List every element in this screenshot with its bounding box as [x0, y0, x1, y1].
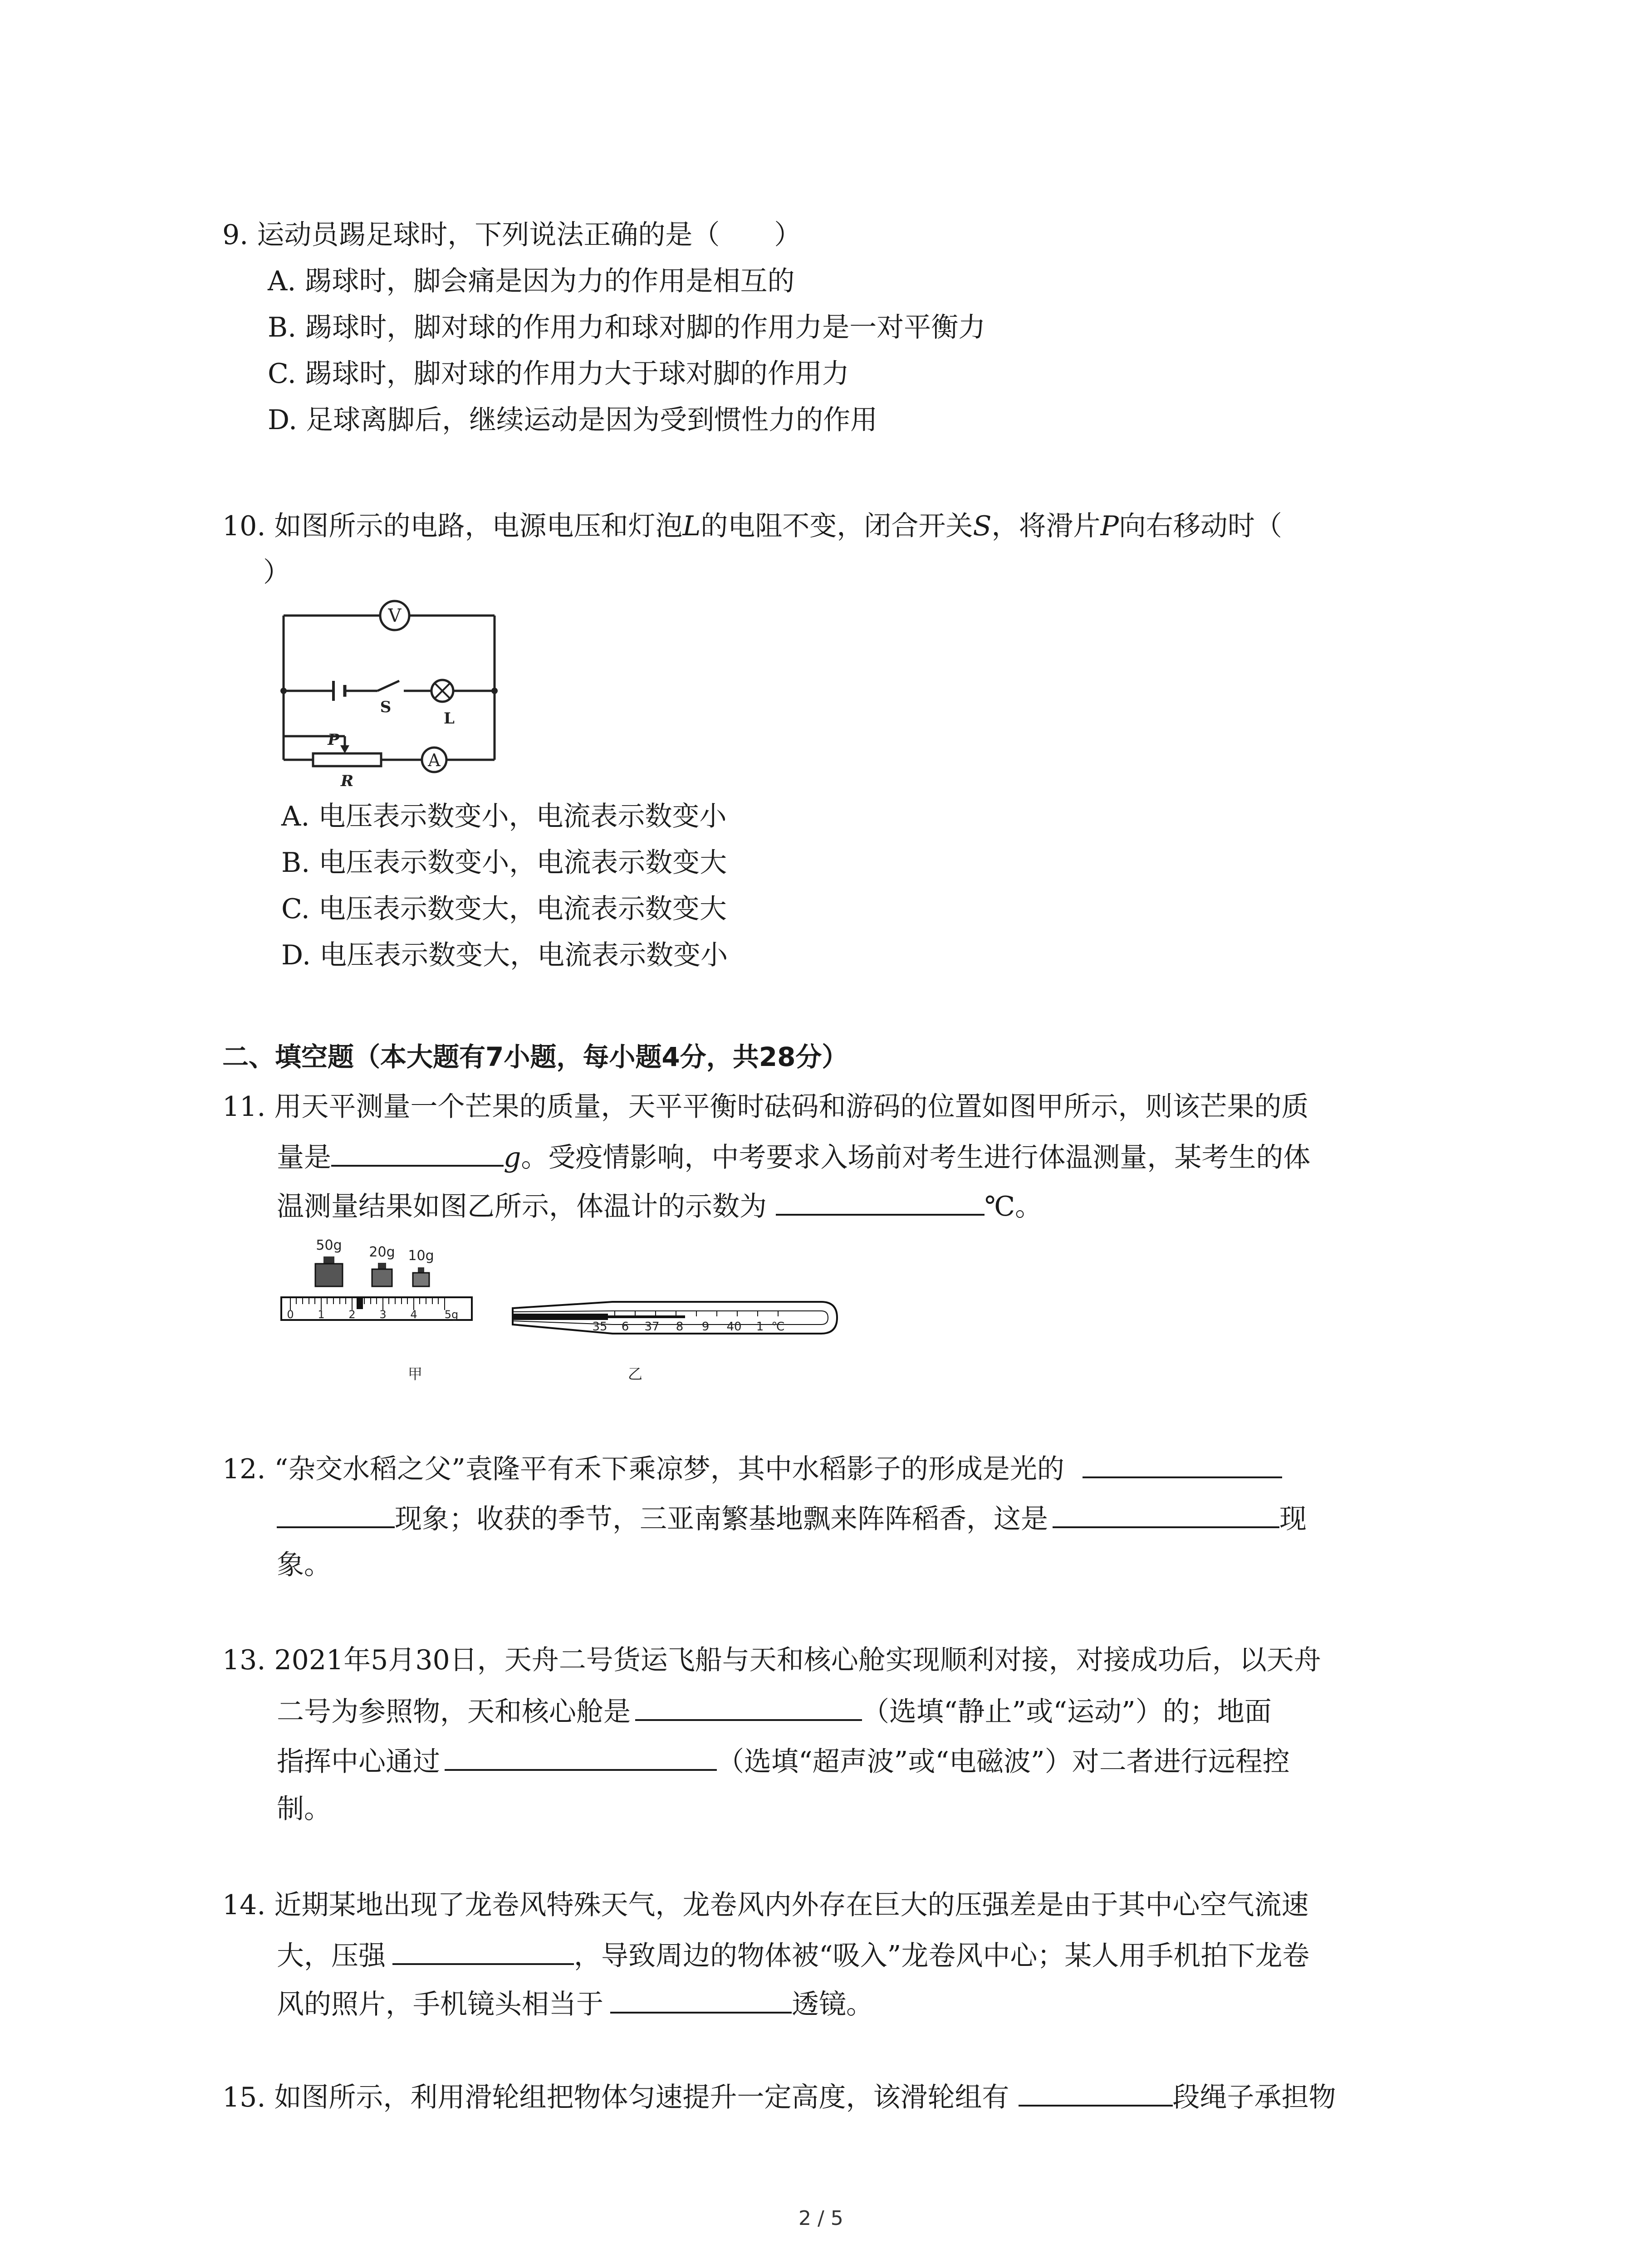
q14-line2: 大，压强 ，导致周边的物体被“吸入”龙卷风中心；某人用手机拍下龙卷	[277, 1936, 1309, 1974]
q12-blank-1b[interactable]	[277, 1499, 395, 1528]
svg-text:9: 9	[701, 1320, 710, 1334]
svg-text:2: 2	[348, 1308, 356, 1321]
q10-stem-close: ）	[263, 557, 290, 588]
svg-text:5g: 5g	[444, 1308, 459, 1321]
q13-line2: 二号为参照物，天和核心舱是 （选填“静止”或“运动”）的；地面	[277, 1692, 1272, 1730]
q11-line1: 11. 用天平测量一个芒果的质量，天平平衡时砝码和游码的位置如图甲所示，则该芒果的质	[222, 1091, 1309, 1123]
q12-line2: 现象；收获的季节，三亚南繁基地飘来阵阵稻香，这是 现	[277, 1499, 1307, 1537]
caption-jia: 甲	[407, 1365, 423, 1383]
svg-text:37: 37	[644, 1320, 660, 1334]
svg-text:6: 6	[621, 1320, 629, 1334]
slider-label: P	[328, 731, 339, 749]
svg-text:0: 0	[287, 1308, 294, 1321]
q10-option-d: D. 电压表示数变大，电流表示数变小	[281, 939, 728, 971]
q11-blank-temperature[interactable]	[776, 1187, 985, 1216]
balance-figure	[277, 1229, 481, 1388]
q9-option-b: B. 踢球时，脚对球的作用力和球对脚的作用力是一对平衡力	[268, 312, 986, 343]
q11-line2: 量是 g。受疫情影响，中考要求入场前对考生进行体温测量，某考生的体	[277, 1138, 1310, 1176]
svg-text:40: 40	[726, 1320, 742, 1334]
svg-text:35: 35	[592, 1320, 607, 1334]
svg-text:8: 8	[676, 1320, 684, 1334]
q15-blank-1[interactable]	[1019, 2077, 1173, 2107]
thermometer-bulb	[513, 1314, 608, 1320]
q14-blank-2[interactable]	[610, 1984, 792, 2014]
rider-icon	[357, 1297, 363, 1309]
voltmeter-label: V	[388, 606, 402, 626]
q10-option-a: A. 电压表示数变小，电流表示数变小	[281, 801, 727, 832]
q11-blank-mass[interactable]	[331, 1138, 504, 1167]
weight-50g-label: 50g	[316, 1237, 342, 1253]
q9-option-c: C. 踢球时，脚对球的作用力大于球对脚的作用力	[268, 358, 849, 390]
q12-line3: 象。	[277, 1549, 331, 1581]
page-number: 2 / 5	[798, 2207, 843, 2230]
weight-50g-icon	[315, 1256, 343, 1286]
slider-arrow-icon	[340, 745, 349, 753]
weight-10g-label: 10g	[408, 1248, 434, 1264]
q9-option-a: A. 踢球时，脚会痛是因为力的作用是相互的	[268, 265, 795, 297]
svg-text:1: 1	[756, 1320, 764, 1334]
q14-line3: 风的照片，手机镜头相当于 透镜。	[277, 1984, 873, 2023]
svg-text:4: 4	[410, 1308, 417, 1321]
lamp-label: L	[444, 709, 455, 728]
rheostat-label: R	[340, 772, 354, 790]
svg-text:3: 3	[379, 1308, 387, 1321]
q12-line1: 12. “杂交水稻之父”袁隆平有禾下乘凉梦，其中水稻影子的形成是光的	[222, 1449, 1282, 1487]
thermometer-figure	[504, 1288, 848, 1393]
q14-blank-1[interactable]	[392, 1936, 574, 1965]
q15-line1: 15. 如图所示，利用滑轮组把物体匀速提升一定高度，该滑轮组有 段绳子承担物	[222, 2077, 1336, 2116]
q13-line4: 制。	[277, 1793, 331, 1825]
weight-20g-icon	[372, 1263, 392, 1286]
ammeter-label: A	[428, 750, 441, 770]
q13-line1: 13. 2021年5月30日，天舟二号货运飞船与天和核心舱实现顺利对接，对接成功后，以天舟	[222, 1644, 1321, 1676]
q9-stem: 9. 运动员踢足球时，下列说法正确的是（ ）	[222, 219, 802, 251]
caption-yi: 乙	[627, 1365, 643, 1383]
section-heading: 二、填空题（本大题有7小题，每小题4分，共28分）	[222, 1041, 848, 1072]
q10-stem: 10. 如图所示的电路，电源电压和灯泡L的电阻不变，闭合开关S，将滑片P向右移动时（	[222, 510, 1282, 542]
switch-label: S	[380, 698, 392, 716]
q11-line3: 温测量结果如图乙所示，体温计的示数为 ℃。	[277, 1187, 1042, 1225]
q13-blank-2[interactable]	[445, 1742, 717, 1771]
q14-line1: 14. 近期某地出现了龙卷风特殊天气，龙卷风内外存在巨大的压强差是由于其中心空气流速	[222, 1889, 1309, 1921]
svg-text:1: 1	[318, 1308, 325, 1321]
q10-option-c: C. 电压表示数变大，电流表示数变大	[281, 893, 727, 925]
q9-option-d: D. 足球离脚后，继续运动是因为受到惯性力的作用	[268, 404, 878, 436]
weight-20g-label: 20g	[369, 1244, 395, 1260]
q10-option-b: B. 电压表示数变小，电流表示数变大	[281, 847, 727, 879]
q10-circuit-diagram	[272, 592, 508, 796]
q12-blank-1a[interactable]	[1083, 1449, 1282, 1478]
svg-text:℃: ℃	[771, 1320, 785, 1334]
weight-10g-icon	[413, 1267, 429, 1286]
q13-blank-1[interactable]	[635, 1692, 862, 1721]
q13-line3: 指挥中心通过 （选填“超声波”或“电磁波”）对二者进行远程控	[277, 1742, 1290, 1780]
q12-blank-2[interactable]	[1053, 1499, 1279, 1528]
